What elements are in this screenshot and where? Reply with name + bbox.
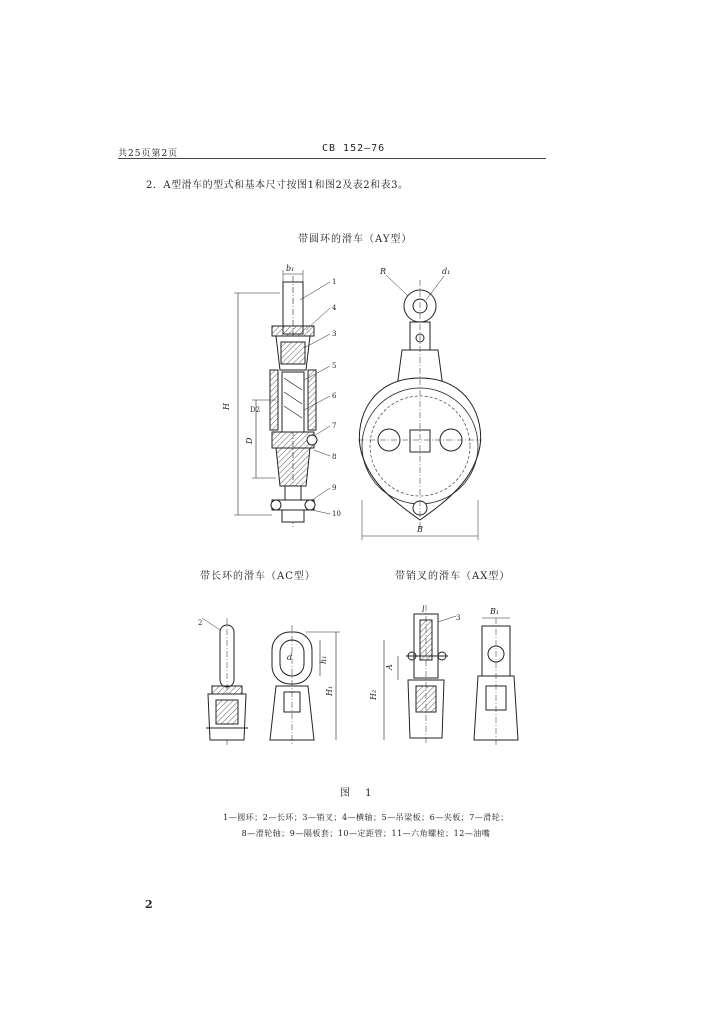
dim-D2-label: D2 — [250, 406, 261, 414]
caption-ac-type: 带长环的滑车（AC型） — [200, 571, 316, 582]
dim-H1-label: H₁ — [325, 685, 334, 696]
ac-front-drawing — [270, 625, 340, 745]
dim-A-label: A — [385, 664, 394, 670]
dim-R-label: R — [380, 267, 387, 276]
part-label-4: 4 — [332, 304, 337, 312]
ax-front-drawing — [474, 618, 518, 745]
part-label-9: 9 — [332, 484, 337, 492]
part-label-2: 2 — [198, 619, 203, 627]
dim-d-label: d — [287, 653, 293, 662]
part-label-10: 10 — [332, 510, 341, 518]
legend-line-1: 1—圆环；2—长环；3—销叉；4—横轴；5—吊梁板；6—夹板；7—滑轮； — [223, 813, 509, 822]
dim-b1-label: b₁ — [286, 264, 295, 273]
part-label-7: 7 — [332, 422, 337, 430]
dim-l-label: l — [422, 605, 425, 614]
part-label-6: 6 — [332, 392, 337, 400]
part-label-8: 8 — [332, 453, 337, 461]
caption-ax-type: 带销叉的滑车（AX型） — [395, 571, 511, 582]
part-label-3: 3 — [332, 330, 337, 338]
page-count-header: 共25页第2页 — [118, 149, 179, 159]
intro-paragraph: 2．A型滑车的型式和基本尺寸按图1和图2及表2和表3。 — [146, 180, 409, 191]
part-label-3-ax: 3 — [456, 614, 461, 622]
ac-labels — [198, 619, 334, 697]
ay-front-view-drawing — [358, 275, 482, 540]
part-label-5: 5 — [332, 362, 337, 370]
part-label-1: 1 — [332, 278, 337, 286]
dim-B1-label: B₁ — [490, 607, 500, 616]
dim-D-label: D — [245, 437, 254, 444]
dim-B-label: B — [417, 525, 423, 534]
dim-H2-label: H₂ — [369, 689, 378, 700]
page-number: 2 — [145, 898, 153, 911]
dim-H-label: H — [222, 403, 231, 410]
ax-side-drawing — [384, 605, 456, 745]
standard-number: CB 152—76 — [322, 143, 386, 154]
ay-side-section-drawing — [234, 270, 330, 528]
dim-d1-label: d₁ — [442, 267, 451, 276]
legend-line-2: 8—滑轮轴；9—隔板套；10—定距管；11—六角螺栓；12—油嘴 — [241, 829, 491, 838]
figure-title: 图 1 — [340, 788, 378, 799]
dim-h1-label: h₁ — [319, 655, 328, 664]
ac-side-drawing — [202, 618, 248, 745]
caption-ay-type: 带圆环的滑车（AY型） — [298, 234, 413, 245]
